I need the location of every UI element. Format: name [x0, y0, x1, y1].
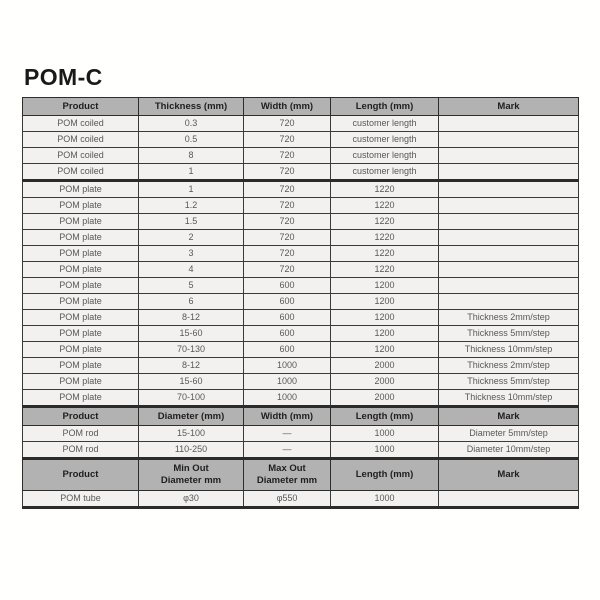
table-row — [23, 164, 579, 181]
cell-length: 1200 — [331, 278, 439, 294]
cell-width: — — [244, 442, 331, 459]
table-row — [23, 230, 579, 246]
product-specification-table — [22, 97, 579, 509]
cell-thickness: 8 — [139, 148, 244, 164]
cell-mark — [439, 294, 579, 310]
cell-thickness: 1 — [139, 181, 244, 198]
cell-diameter: 110-250 — [139, 442, 244, 459]
cell-width: 720 — [244, 132, 331, 148]
cell-mark — [439, 214, 579, 230]
cell-mark — [439, 246, 579, 262]
table-row — [23, 246, 579, 262]
cell-product: POM plate — [23, 278, 139, 294]
cell-mark: Thickness 5mm/step — [439, 326, 579, 342]
column-header-min-out-diameter — [139, 459, 244, 491]
cell-mark — [439, 116, 579, 132]
cell-mark — [439, 278, 579, 294]
cell-length: customer length — [331, 164, 439, 181]
cell-min-out-diameter: φ30 — [139, 491, 244, 508]
column-header-length: Length (mm) — [331, 407, 439, 426]
cell-width: 600 — [244, 326, 331, 342]
cell-mark — [439, 262, 579, 278]
cell-width: 600 — [244, 342, 331, 358]
cell-mark — [439, 148, 579, 164]
table-row — [23, 358, 579, 374]
cell-mark: Diameter 10mm/step — [439, 442, 579, 459]
cell-product: POM plate — [23, 262, 139, 278]
cell-thickness: 4 — [139, 262, 244, 278]
table-row — [23, 426, 579, 442]
cell-product: POM plate — [23, 326, 139, 342]
cell-product: POM coiled — [23, 116, 139, 132]
cell-width: 720 — [244, 246, 331, 262]
cell-product: POM plate — [23, 358, 139, 374]
cell-mark: Diameter 5mm/step — [439, 426, 579, 442]
table-row — [23, 214, 579, 230]
column-header-length: Length (mm) — [331, 459, 439, 491]
cell-thickness: 8-12 — [139, 358, 244, 374]
cell-thickness: 70-100 — [139, 390, 244, 407]
cell-width: 720 — [244, 262, 331, 278]
cell-width: 720 — [244, 116, 331, 132]
cell-max-out-diameter: φ550 — [244, 491, 331, 508]
table-header-row-coiled — [23, 98, 579, 116]
cell-thickness: 6 — [139, 294, 244, 310]
cell-mark — [439, 132, 579, 148]
table-row — [23, 374, 579, 390]
cell-width: — — [244, 426, 331, 442]
cell-length: 1000 — [331, 491, 439, 508]
cell-product: POM plate — [23, 374, 139, 390]
cell-mark — [439, 491, 579, 508]
table-row — [23, 442, 579, 459]
cell-thickness: 1.2 — [139, 198, 244, 214]
column-header-width: Width (mm) — [244, 98, 331, 116]
column-header-width: Width (mm) — [244, 407, 331, 426]
cell-thickness: 1 — [139, 164, 244, 181]
table-row — [23, 294, 579, 310]
cell-product: POM rod — [23, 442, 139, 459]
table-row — [23, 491, 579, 508]
cell-width: 720 — [244, 181, 331, 198]
column-header-length: Length (mm) — [331, 98, 439, 116]
cell-width: 600 — [244, 310, 331, 326]
cell-length: 1000 — [331, 426, 439, 442]
cell-width: 720 — [244, 214, 331, 230]
cell-mark: Thickness 10mm/step — [439, 390, 579, 407]
cell-mark: Thickness 2mm/step — [439, 358, 579, 374]
cell-width: 600 — [244, 294, 331, 310]
cell-length: customer length — [331, 116, 439, 132]
table-row — [23, 132, 579, 148]
table-row — [23, 342, 579, 358]
cell-mark: Thickness 2mm/step — [439, 310, 579, 326]
cell-product: POM plate — [23, 310, 139, 326]
cell-length: 1220 — [331, 214, 439, 230]
cell-length: 1200 — [331, 326, 439, 342]
cell-diameter: 15-100 — [139, 426, 244, 442]
cell-product: POM tube — [23, 491, 139, 508]
table-row — [23, 310, 579, 326]
cell-length: 1220 — [331, 230, 439, 246]
cell-thickness: 15-60 — [139, 374, 244, 390]
cell-length: customer length — [331, 132, 439, 148]
column-header-thickness: Thickness (mm) — [139, 98, 244, 116]
table-header-row-tube — [23, 459, 579, 491]
cell-product: POM plate — [23, 181, 139, 198]
cell-width: 720 — [244, 164, 331, 181]
column-header-product: Product — [23, 98, 139, 116]
cell-width: 1000 — [244, 358, 331, 374]
cell-thickness: 1.5 — [139, 214, 244, 230]
table-row — [23, 198, 579, 214]
cell-mark — [439, 164, 579, 181]
cell-length: 1200 — [331, 310, 439, 326]
cell-thickness: 8-12 — [139, 310, 244, 326]
column-header-mark: Mark — [439, 98, 579, 116]
cell-thickness: 0.3 — [139, 116, 244, 132]
cell-product: POM plate — [23, 342, 139, 358]
table-row — [23, 278, 579, 294]
cell-product: POM rod — [23, 426, 139, 442]
cell-length: customer length — [331, 148, 439, 164]
cell-thickness: 5 — [139, 278, 244, 294]
cell-product: POM plate — [23, 294, 139, 310]
table-row — [23, 148, 579, 164]
cell-length: 1000 — [331, 442, 439, 459]
cell-width: 1000 — [244, 390, 331, 407]
cell-length: 1220 — [331, 181, 439, 198]
table-header-row-rod — [23, 407, 579, 426]
table-row — [23, 262, 579, 278]
page-title: POM-C — [24, 64, 103, 90]
cell-width: 720 — [244, 230, 331, 246]
cell-mark — [439, 198, 579, 214]
cell-product: POM plate — [23, 198, 139, 214]
cell-length: 1220 — [331, 246, 439, 262]
max-out-line1: Max Out — [268, 463, 306, 475]
table-row — [23, 181, 579, 198]
cell-width: 600 — [244, 278, 331, 294]
cell-mark: Thickness 10mm/step — [439, 342, 579, 358]
column-header-product: Product — [23, 407, 139, 426]
column-header-max-out-diameter — [244, 459, 331, 491]
max-out-line2: Diameter mm — [256, 475, 318, 486]
cell-product: POM plate — [23, 230, 139, 246]
column-header-diameter: Diameter (mm) — [139, 407, 244, 426]
min-out-line2: Diameter mm — [160, 475, 222, 486]
min-out-line1: Min Out — [173, 463, 209, 475]
cell-thickness: 0.5 — [139, 132, 244, 148]
cell-thickness: 3 — [139, 246, 244, 262]
cell-thickness: 2 — [139, 230, 244, 246]
cell-width: 720 — [244, 198, 331, 214]
cell-length: 2000 — [331, 358, 439, 374]
cell-product: POM plate — [23, 390, 139, 407]
cell-mark: Thickness 5mm/step — [439, 374, 579, 390]
column-header-product: Product — [23, 459, 139, 491]
cell-width: 1000 — [244, 374, 331, 390]
table-row — [23, 116, 579, 132]
cell-thickness: 70-130 — [139, 342, 244, 358]
cell-width: 720 — [244, 148, 331, 164]
cell-product: POM coiled — [23, 164, 139, 181]
cell-length: 1220 — [331, 262, 439, 278]
column-header-mark: Mark — [439, 459, 579, 491]
table-row — [23, 326, 579, 342]
cell-mark — [439, 181, 579, 198]
cell-product: POM plate — [23, 246, 139, 262]
cell-length: 1220 — [331, 198, 439, 214]
cell-length: 2000 — [331, 374, 439, 390]
cell-thickness: 15-60 — [139, 326, 244, 342]
cell-length: 1200 — [331, 294, 439, 310]
cell-product: POM coiled — [23, 148, 139, 164]
spec-table-container — [22, 97, 578, 509]
cell-mark — [439, 230, 579, 246]
table-row — [23, 390, 579, 407]
cell-product: POM coiled — [23, 132, 139, 148]
cell-length: 2000 — [331, 390, 439, 407]
column-header-mark: Mark — [439, 407, 579, 426]
cell-product: POM plate — [23, 214, 139, 230]
cell-length: 1200 — [331, 342, 439, 358]
